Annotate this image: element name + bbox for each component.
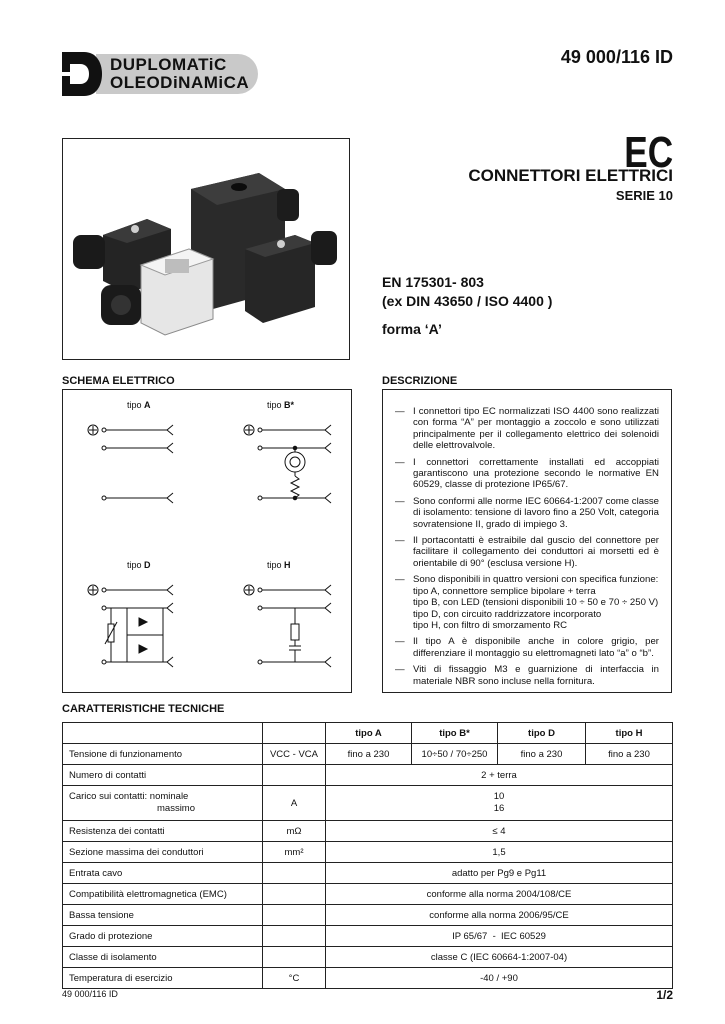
table-header-row xyxy=(63,723,673,744)
schema-label-tipo-h: tipo H xyxy=(267,560,291,570)
table-row: Carico sui contatti: nominale massimo A 10 16 xyxy=(63,786,673,821)
description-item: — Sono disponibili in quattro versioni con specifica funzione: tipo A, connettore semplice bipolare + terra tipo B, con LED (tensioni disponibili 10 ÷ 50 e 70 ÷ 250 V) tipo D, con circuito raddrizzatore incorporato tipo H, con filtro di smorzamento RC xyxy=(391,574,659,631)
schema-box xyxy=(62,389,352,693)
table-row: Temperatura di esercizio °C -40 / +90 xyxy=(63,968,673,989)
description-item: — I connettori correttamente installati ed accoppiati garantiscono una protezione secondo le normative EN 60529, classe di protezione IP65/67. xyxy=(391,457,659,491)
description-item: — Il tipo A è disponibile anche in colore grigio, per differenziare il montaggio su elettromagneti lato “a” o “b”. xyxy=(391,636,659,659)
duplomatic-logo-icon xyxy=(62,52,102,96)
wiring-diagrams xyxy=(63,390,351,692)
description-box xyxy=(382,389,672,693)
header-tipo-d: tipo D xyxy=(498,723,586,744)
schema-label-tipo-b: tipo B* xyxy=(267,400,295,410)
document-id: 49 000/116 ID xyxy=(560,47,673,67)
product-title: CONNETTORI ELETTRICI xyxy=(468,166,673,185)
description-item: — I connettori tipo EC normalizzati ISO 4400 sono realizzati con forma “A” per montaggio a zoccolo e sono utilizzati principalmente per il collegamento elettrico dei solenoidi delle elettrovalvole. xyxy=(391,406,659,452)
description-list xyxy=(391,406,659,687)
table-row: Sezione massima dei conduttori mm² 1,5 xyxy=(63,842,673,863)
product-code: EC xyxy=(624,128,673,177)
tech-title: CARATTERISTICHE TECNICHE xyxy=(62,703,225,715)
description-title: DESCRIZIONE xyxy=(382,375,458,387)
diagram-tipo-a xyxy=(88,425,173,503)
product-serie: SERIE 10 xyxy=(615,188,673,203)
table-row: Entrata cavo adatto per Pg9 e Pg11 xyxy=(63,863,673,884)
connectors-illustration xyxy=(63,139,350,360)
page-number: 1/2 xyxy=(656,988,673,1002)
tech-table-wrapper xyxy=(62,722,673,989)
table-row: Tensione di funzionamento VCC - VCA fino a 230 10÷50 / 70÷250 fino a 230 fino a 230 xyxy=(63,744,673,765)
tech-table xyxy=(62,722,673,989)
product-photo xyxy=(62,138,350,360)
standard-line1: EN 175301- 803 xyxy=(382,274,484,290)
diagram-tipo-h xyxy=(244,585,331,667)
table-row: Resistenza dei contatti mΩ ≤ 4 xyxy=(63,821,673,842)
header-tipo-b: tipo B* xyxy=(412,723,498,744)
footer-document-id: 49 000/116 ID xyxy=(62,989,118,999)
table-row: Compatibilità elettromagnetica (EMC) conforme alla norma 2004/108/CE xyxy=(63,884,673,905)
header-tipo-h: tipo H xyxy=(586,723,673,744)
logo-text-line1: DUPLOMATiC xyxy=(110,55,227,74)
schema-label-tipo-a: tipo A xyxy=(127,400,151,410)
description-item: — Viti di fissaggio M3 e guarnizione di interfaccia in materiale NBR sono incluse nella fornitura. xyxy=(391,664,659,687)
table-row: Grado di protezione IP 65/67 - IEC 60529 xyxy=(63,926,673,947)
schema-label-tipo-d: tipo D xyxy=(127,560,151,570)
header-tipo-a: tipo A xyxy=(326,723,412,744)
standard-forma: forma ‘A’ xyxy=(382,321,442,337)
table-row: Bassa tensione conforme alla norma 2006/95/CE xyxy=(63,905,673,926)
logo-text-line2: OLEODiNAMiCA xyxy=(110,73,250,92)
table-row: Numero di contatti 2 + terra xyxy=(63,765,673,786)
table-row: Classe di isolamento classe C (IEC 60664-1:2007-04) xyxy=(63,947,673,968)
diagram-tipo-d xyxy=(88,585,173,667)
diagram-tipo-b xyxy=(244,425,331,503)
description-item: — Il portacontatti è estraibile dal guscio del connettore per facilitare il collegamento dei conduttori ai morsetti ed è orientabile di 90° (esclusa versione H). xyxy=(391,535,659,569)
schema-title: SCHEMA ELETTRICO xyxy=(62,375,175,387)
standard-line2: (ex DIN 43650 / ISO 4400 ) xyxy=(382,293,553,309)
description-item: — Sono conformi alle norme IEC 60664-1:2007 come classe di isolamento: tensione di lavoro fino a 250 Volt, categoria sovratensione II, grado di impiego 3. xyxy=(391,496,659,530)
